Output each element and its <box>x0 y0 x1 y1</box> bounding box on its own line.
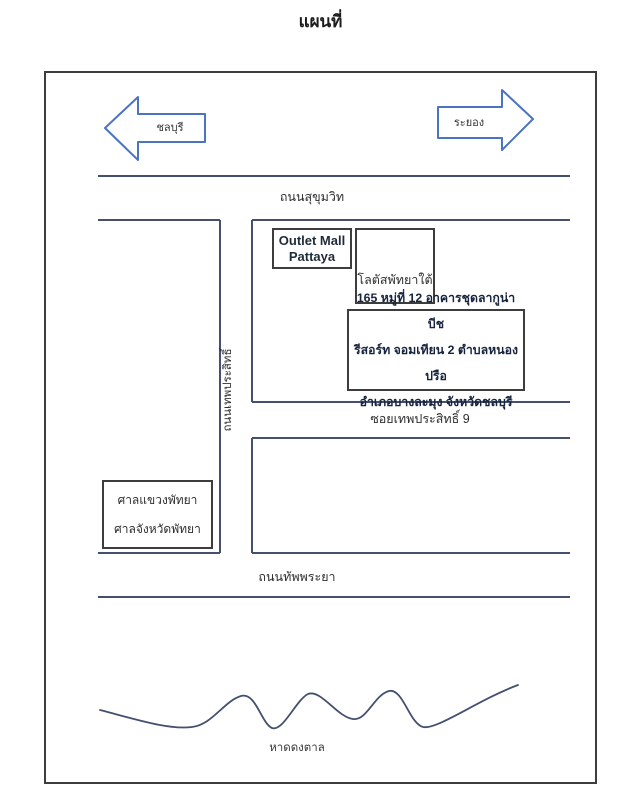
outlet-mall-line2: Pattaya <box>288 248 336 264</box>
address-line1: 165 หมู่ที่ 12 อาคารชุดลากูน่าบีช <box>356 291 516 331</box>
address-line2: รีสอร์ท จอมเทียน 2 ตำบลหนองปรือ <box>353 343 519 383</box>
pattaya-court-box <box>102 480 213 549</box>
rayong-right-arrow-icon <box>438 90 533 150</box>
chonburi-arrow-label: ชลบุรี <box>156 122 184 134</box>
court-line2: ศาลจังหวัดพัทยา <box>114 521 201 536</box>
outlet-mall-line1: Outlet Mall <box>278 232 346 248</box>
court-line1: ศาลแขวงพัทยา <box>117 492 198 507</box>
sukhumvit-road-label: ถนนสุขุมวิท <box>279 190 345 204</box>
soi-thepprasit-9-label: ซอยเทพประสิทธิ์ 9 <box>370 412 470 426</box>
chonburi-left-arrow-icon <box>105 97 205 160</box>
thappraya-road-label: ถนนทัพพระยา <box>258 570 336 584</box>
dongtan-beach-label: หาดดงตาล <box>269 742 325 754</box>
beach-wave <box>100 685 518 728</box>
outlet-mall-pattaya-box <box>272 228 352 269</box>
thepprasit-road-label: ถนนเทพประสิทธิ์ <box>222 348 234 432</box>
rayong-arrow-label: ระยอง <box>453 117 485 129</box>
page-title: แผนที่ <box>298 12 343 31</box>
lotus-label: โลตัสพัทยาใต้ <box>357 273 433 287</box>
address-line3: อำเภอบางละมุง จังหวัดชลบุรี <box>359 395 513 409</box>
destination-address-box <box>347 291 525 409</box>
